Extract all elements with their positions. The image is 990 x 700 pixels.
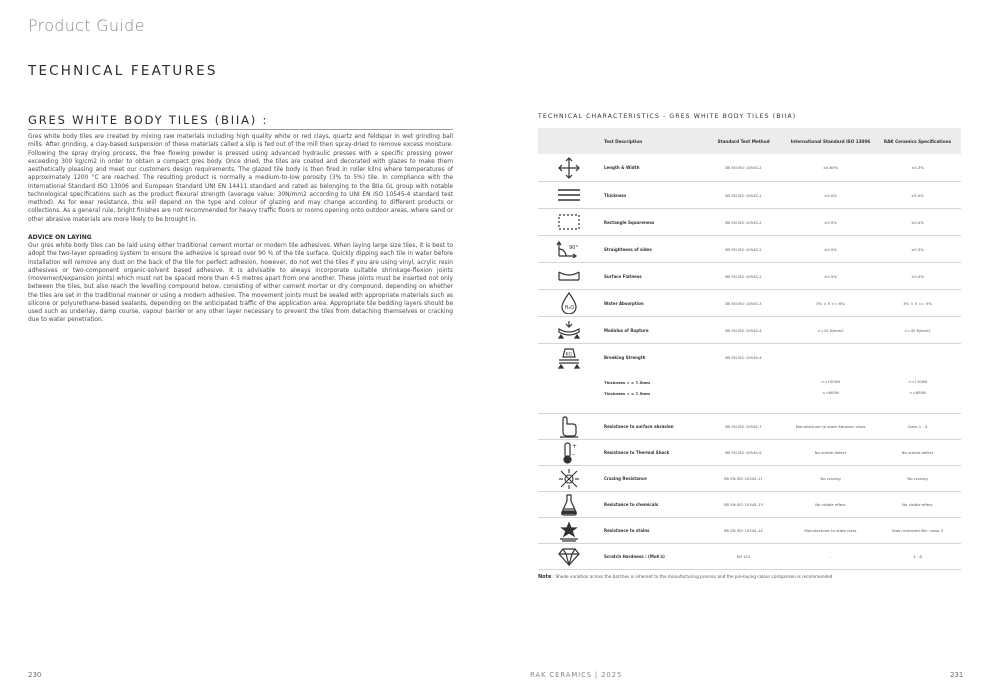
row-rak: ±0.4% — [911, 219, 924, 225]
row-std: BS EN ISO 10545-11 — [724, 476, 763, 481]
row-rak: ±0.3% — [911, 246, 924, 252]
spec-note — [538, 574, 832, 580]
footer-brand: RAK CERAMICS | 2025 — [530, 671, 623, 679]
row-int: - — [829, 554, 832, 559]
table-row — [538, 182, 961, 209]
table-row — [538, 466, 961, 492]
chemicals-icon — [538, 494, 600, 516]
row-int: ±0.5% — [824, 219, 837, 225]
gres-white-body-heading: GRES WHITE BODY TILES (BIIA) : — [28, 113, 269, 127]
row-std: BS EN ISO 10545-14 — [724, 528, 763, 533]
product-guide-title: Product Guide — [28, 16, 145, 35]
row-rak: No crazing — [907, 476, 928, 481]
row-rak: No visible defect — [901, 450, 934, 455]
spec-table — [538, 128, 961, 570]
header-standard-test-method: Standard Test Method — [717, 138, 770, 144]
svg-text:–: – — [572, 450, 575, 458]
row-std: BS EN ISO 10545-2 — [725, 246, 762, 252]
scratch-hardness-icon — [538, 548, 600, 566]
crazing-icon — [538, 468, 600, 490]
water-absorption-icon — [538, 292, 600, 314]
table-row — [538, 344, 961, 414]
header-international-standard: International Standard ISO 13006 — [790, 138, 871, 144]
svg-text:90°: 90° — [569, 245, 578, 251]
row-std: BS EN ISO 10545-4 — [725, 327, 762, 333]
table-row — [538, 290, 961, 317]
row-rak: ±0.4% — [911, 273, 924, 279]
row-rak: 4 - 6 — [913, 554, 922, 559]
row-desc: Scratch Hardness : (Moh's) — [604, 554, 665, 559]
row-std: BS EN ISO 10545-13 — [724, 502, 763, 507]
advice-heading: ADVICE ON LAYING — [28, 234, 92, 241]
row-rak: 3% < E <= 5% — [903, 300, 932, 306]
row-rak: ±5.0% — [911, 192, 924, 198]
row-std: EN 101 — [736, 554, 751, 559]
svg-text:KG: KG — [565, 352, 572, 358]
table-row — [538, 414, 961, 440]
length-width-icon — [538, 157, 600, 179]
row-desc: Straightness of sides — [604, 246, 652, 252]
row-std: BS EN ISO 10545-4 — [725, 355, 762, 360]
row-desc: Resistance to chemicals — [604, 502, 659, 507]
table-row — [538, 263, 961, 290]
row-int: ±0.5% — [824, 246, 837, 252]
row-desc: Modulus of Rupture — [604, 327, 649, 333]
thickness-over-int: >=1000N — [821, 379, 840, 384]
header-rak-specifications: RAK Ceramics Specifications — [883, 138, 952, 144]
row-int: No crazing — [820, 476, 841, 481]
page-number-left: 230 — [28, 671, 42, 679]
row-rak: ±0.3% — [911, 165, 924, 170]
spec-table-caption: TECHNICAL CHARACTERISTICS - GRES WHITE BODY TILES (BIIA) — [538, 113, 797, 120]
breaking-rak-cell — [874, 344, 961, 395]
breaking-strength-icon — [538, 344, 600, 402]
row-int: No visible effect — [815, 502, 846, 507]
row-desc: Resistance to surface abrasion — [604, 424, 674, 429]
row-std: BS EN ISO 10545-2 — [725, 273, 762, 279]
row-desc: Resistance to Thermal Shock — [604, 450, 670, 455]
table-row — [538, 317, 961, 344]
breaking-desc-cell — [600, 344, 700, 396]
row-desc: Resistance to stains — [604, 528, 650, 533]
row-desc: Rectangle Squareness — [604, 219, 655, 225]
row-std: BS EN ISO 10545-7 — [725, 424, 762, 429]
row-std: BS EN ISO 10545-2 — [725, 192, 762, 198]
modulus-rupture-icon — [538, 321, 600, 339]
heading-divider — [28, 129, 453, 130]
row-int: Manufacturer to state Abrasion class — [795, 424, 866, 429]
note-text: : Shade variation across the batches is inherent to the manufacturing process and the pre-laying colour comparison is recommended — [551, 574, 833, 579]
note-label: Note — [538, 574, 552, 580]
page-number-right: 231 — [950, 671, 964, 679]
row-int: Manufacturer to state class — [804, 528, 857, 533]
row-desc: Thickness — [604, 192, 627, 198]
advice-paragraph: Our gres white body tiles can be laid using either traditional cement mortar or modern tile adhesives. When laying large size tiles, it is best to adopt the two-layer spreading system to ensure the adhesive is spread over 90 % of the tile surface. Quickly dipping each tile in water before installation will remove any dust on the back of the tile for perfect adhesion, however, do not wet the tiles if you are using vinyl, acrylic resin adhesives or two-component organic-solvent based adhesive. It is advisable to always incorporate suitable shrinkage-flexion joints (movement/expansion joints) which must not be spaced more than 4-5 metres apart from one another. These joints must be inserted not only between the tiles, but also reach the levelling compound below, consisting of either cement mortar or dry compound, depending on whether the tiles are set in the traditional manner or using a modern adhesive. The movement joints must be sealed with appropriate materials such as silicone or polyurethane-based sealants, depending on the anticipated traffic of the application area. Appropriate tile bedding layers should be used such as underlay, damp course, vapour barrier or any other layer necessary to prevent the tiles from detaching themselves or cracking due to water penetration. — [28, 243, 453, 324]
thickness-under-label: Thickness < = 7.5mm — [604, 391, 651, 396]
thickness-icon — [538, 188, 600, 202]
straightness-icon — [538, 240, 600, 258]
table-row — [538, 440, 961, 466]
breaking-int-cell — [787, 344, 874, 395]
row-int: ±5.0% — [824, 192, 837, 198]
row-int: No visible defect — [814, 450, 847, 455]
table-row — [538, 518, 961, 544]
thickness-under-int: >=600N — [822, 390, 839, 395]
table-row — [538, 209, 961, 236]
table-row — [538, 154, 961, 182]
table-row — [538, 236, 961, 263]
row-int: ±0.5% — [824, 273, 837, 279]
stains-icon — [538, 520, 600, 542]
table-row — [538, 492, 961, 518]
svg-text:+: + — [572, 442, 578, 450]
row-desc: Surface Flatness — [604, 273, 642, 279]
row-rak: >=30 N/mm2 — [904, 327, 931, 333]
row-int: 3% < E <= 6% — [816, 300, 845, 306]
thermal-shock-icon — [538, 442, 600, 464]
row-std: BS EN ISO 10545-2 — [725, 165, 762, 170]
rectangle-squareness-icon — [538, 214, 600, 230]
row-desc: Breaking Strength — [604, 355, 646, 360]
intro-paragraph: Gres white body tiles are created by mixing raw materials including high quality white or red clays, quartz and feldspar in wet grinding ball mills. After grinding, a clay-based suspension of these materials called a slip is fed out of the mill then spray-dried to remove excess moisture. Following the spray drying process, the free flowing powder is pressed using advanced hydraulic presses with a specific pressing power exceeding 300 kg/cm2 in order to obtain a compact gres body. Once dried, the tiles are coated and decorated with glazes to make them aesthetically pleasing and meet our customers design requirements. The glazed tile body is then fired in roller kilns where temperatures of approximately 1200 °C are reached. The resulting product is normally a medium-to-low porosity (3% to 5%) tile. In compliance with the International Standard ISO 13006 and European Standard UNI EN 14411 standard and rated as belonging to the BIIa GL group with notable technological specifications such as the product flexural strength (average value: 30N/mm2 according to UNI EN ISO 10545-4 standard test method). As for wear resistance, this will depend on the type and colour of glazing and may change according to different products or collections. As a general rule, bright finishes are not recommended for heavy traffic floors or rooms opening onto outdoor areas, where sand or other abrasive materials are more likely to be brought in. — [28, 134, 453, 223]
thickness-over-rak: >=1100N — [908, 379, 927, 384]
row-int: >=22 N/mm2 — [817, 327, 844, 333]
surface-flatness-icon — [538, 270, 600, 282]
row-std: BS EN ISO 10545-9 — [725, 450, 762, 455]
spec-table-header — [538, 128, 961, 154]
row-desc: Water Absorption — [604, 300, 644, 306]
header-test-description: Test Description — [604, 138, 643, 144]
row-rak: No visible effect — [902, 502, 933, 507]
row-desc: Length & Width — [604, 165, 640, 170]
row-int: ±0.60% — [822, 165, 839, 170]
row-std: BS EN ISO 10545-3 — [725, 300, 762, 306]
row-std: BS EN ISO 10545-2 — [725, 219, 762, 225]
table-row — [538, 544, 961, 570]
row-rak: Stain removed Min. class 3 — [891, 528, 944, 533]
row-rak: Class 1 - 4 — [907, 424, 928, 429]
surface-abrasion-icon — [538, 416, 600, 438]
svg-text:H₂O: H₂O — [564, 305, 575, 311]
section-title: TECHNICAL FEATURES — [28, 63, 218, 79]
thickness-over-label: Thickness > = 7.5mm — [604, 380, 651, 385]
row-desc: Crazing Resistance — [604, 476, 647, 481]
thickness-under-rak: >=800N — [909, 390, 926, 395]
